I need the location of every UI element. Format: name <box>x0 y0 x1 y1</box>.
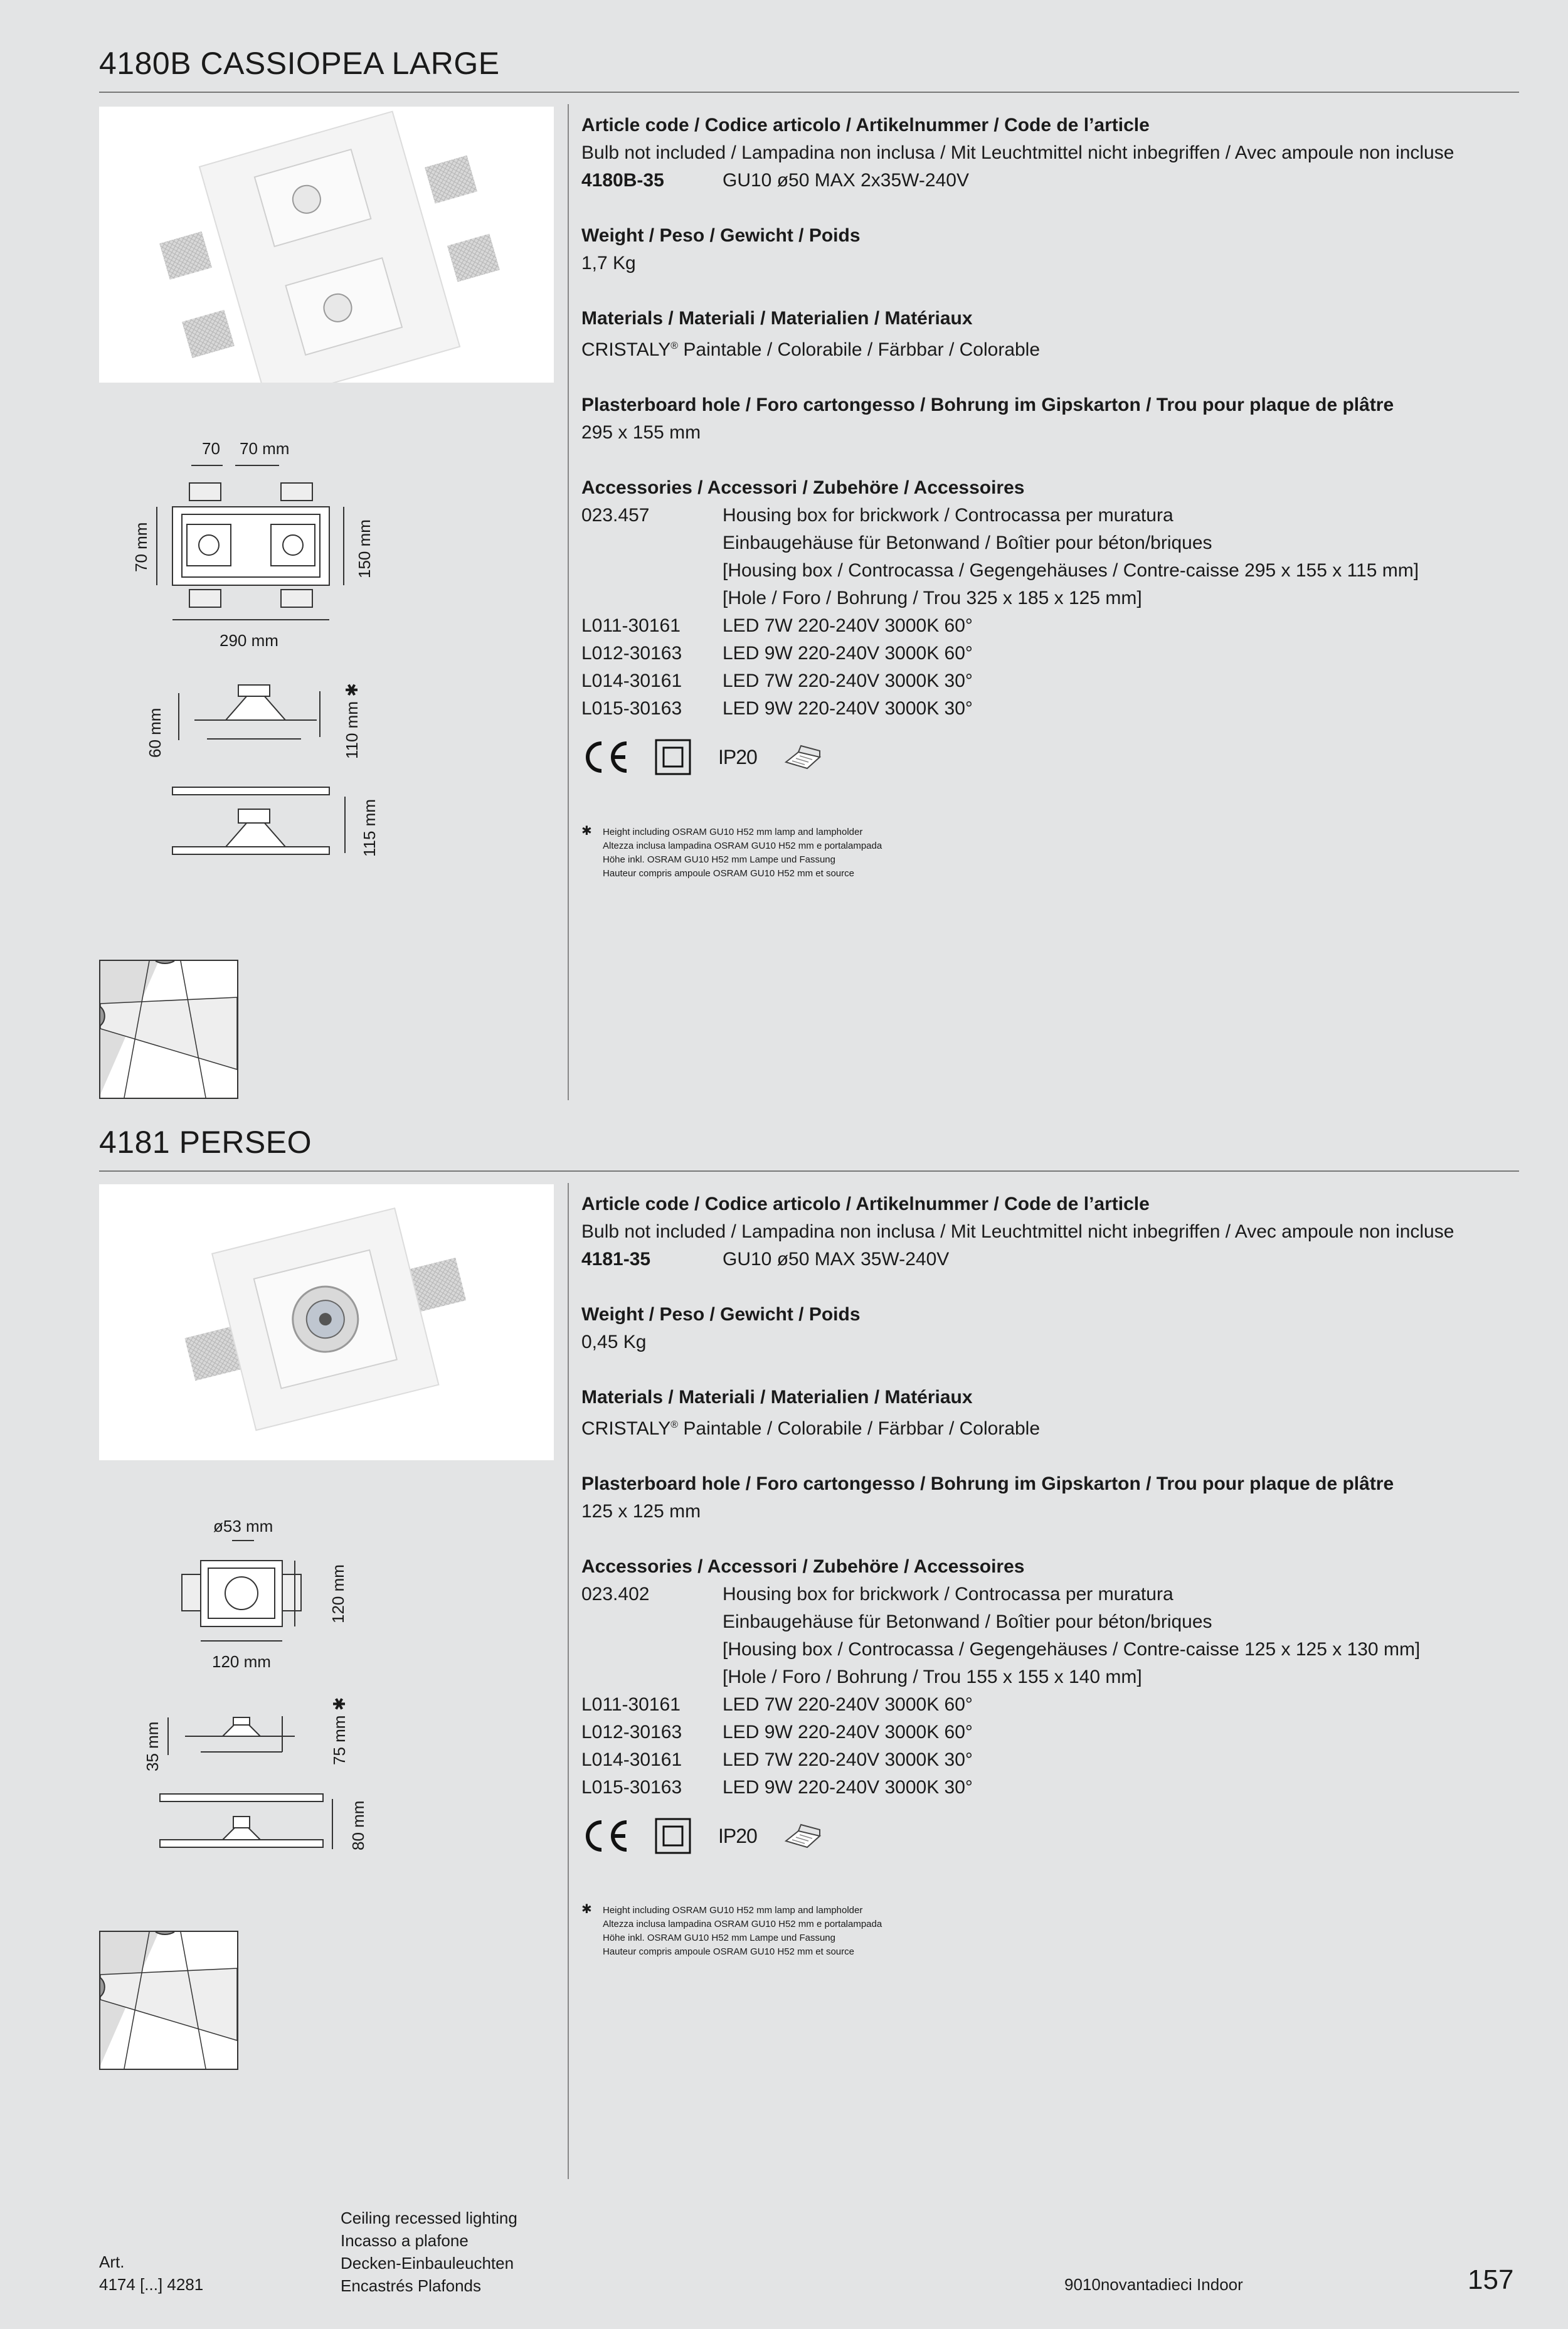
footnote-line: Höhe inkl. OSRAM GU10 H52 mm Lampe und Fassung <box>603 854 835 865</box>
beam-angle-icon <box>99 1931 238 2070</box>
led-desc: LED 9W 220-240V 3000K 30° <box>723 1777 973 1798</box>
housing-line: [Housing box / Controcassa / Gegengehäuses / Contre-caisse 125 x 125 x 130 mm] <box>723 1639 1421 1660</box>
led-row <box>581 1774 1516 1801</box>
dim-side-height-lamp: 75 mm ✱ <box>330 1697 349 1765</box>
asterisk-icon: ✱ <box>581 824 592 838</box>
instruction-manual-icon <box>783 743 822 771</box>
housing-line: Housing box for brickwork / Controcassa per muratura <box>723 1584 1173 1605</box>
class-ii-icon <box>654 738 692 776</box>
footnote-line: Hauteur compris ampoule OSRAM GU10 H52 mm et source <box>603 1946 854 1957</box>
column-divider <box>568 104 569 1100</box>
led-row <box>581 667 1516 695</box>
accessories-heading: Accessories / Accessori / Zubehöre / Accessoires <box>581 477 1025 498</box>
weight-value: 0,45 Kg <box>581 1332 647 1352</box>
footnote-line: Height including OSRAM GU10 H52 mm lamp and lampholder <box>603 1905 863 1916</box>
dim-bottom: 120 mm <box>212 1652 271 1671</box>
led-desc: LED 7W 220-240V 3000K 30° <box>723 1749 973 1770</box>
product-photo <box>99 107 554 383</box>
article-row <box>581 1246 1516 1273</box>
led-row <box>581 612 1516 640</box>
article-row <box>581 167 1516 194</box>
hole-value: 125 x 125 mm <box>581 1501 701 1522</box>
hole-value: 295 x 155 mm <box>581 422 701 443</box>
ce-mark-icon <box>581 740 629 775</box>
led-code: L011-30161 <box>581 1694 681 1715</box>
hole-heading: Plasterboard hole / Foro cartongesso / Bohrung im Gipskarton / Trou pour plaque de plâtre <box>581 395 1394 415</box>
weight-heading: Weight / Peso / Gewicht / Poids <box>581 1304 861 1325</box>
product-title: 4181 PERSEO <box>99 1125 312 1160</box>
housing-row <box>581 1581 1516 1608</box>
led-code: L011-30161 <box>581 615 681 636</box>
product-title: 4180B CASSIOPEA LARGE <box>99 46 500 81</box>
materials-text: Paintable / Colorabile / Färbbar / Colorable <box>678 339 1041 360</box>
footer-category <box>341 2207 517 2297</box>
led-desc: LED 7W 220-240V 3000K 60° <box>723 1694 973 1715</box>
article-code: 4180B-35 <box>581 170 664 191</box>
footnote-line: Altezza inclusa lampadina OSRAM GU10 H52 mm e portalampada <box>603 1919 882 1929</box>
page-number: 157 <box>1468 2264 1514 2295</box>
dim-right: 120 mm <box>329 1564 347 1623</box>
class-ii-icon <box>654 1817 692 1855</box>
weight-heading: Weight / Peso / Gewicht / Poids <box>581 225 861 246</box>
instruction-manual-icon <box>783 1822 822 1850</box>
footnote-line: Height including OSRAM GU10 H52 mm lamp and lampholder <box>603 827 863 837</box>
led-desc: LED 7W 220-240V 3000K 30° <box>723 671 973 691</box>
certification-icons <box>581 735 1516 779</box>
led-row <box>581 640 1516 667</box>
led-code: L015-30163 <box>581 698 682 719</box>
dim-side-height: 60 mm <box>146 708 164 758</box>
category-line: Encastrés Plafonds <box>341 2276 482 2295</box>
housing-line: Einbaugehäuse für Betonwand / Boîtier pour béton/briques <box>723 533 1212 553</box>
article-heading: Article code / Codice articolo / Artikelnummer / Code de l’article <box>581 115 1150 135</box>
ce-mark-icon <box>581 1818 629 1854</box>
article-heading: Article code / Codice articolo / Artikelnummer / Code de l’article <box>581 1194 1150 1214</box>
housing-line: [Housing box / Controcassa / Gegengehäuses / Contre-caisse 295 x 155 x 115 mm] <box>723 560 1419 581</box>
ip-rating: IP20 <box>718 746 757 768</box>
led-desc: LED 7W 220-240V 3000K 60° <box>723 615 973 636</box>
led-row <box>581 695 1516 723</box>
article-spec: GU10 ø50 MAX 2x35W-240V <box>723 170 969 191</box>
art-label: Art. <box>99 2252 125 2271</box>
materials-brand: CRISTALY <box>581 1418 671 1439</box>
specs-section <box>581 112 1516 779</box>
ip-rating: IP20 <box>718 1825 757 1847</box>
dim-bottom: 290 mm <box>220 631 278 650</box>
led-code: L012-30163 <box>581 643 682 664</box>
specs-section <box>581 1191 1516 1858</box>
housing-row <box>581 502 1516 529</box>
column-divider <box>568 1183 569 2179</box>
materials-heading: Materials / Materiali / Materialien / Matériaux <box>581 1387 973 1408</box>
dim-side-height: 35 mm <box>143 1721 162 1771</box>
led-row <box>581 1691 1516 1719</box>
dim-top-a: 70 <box>202 439 220 458</box>
dim-box-height: 115 mm <box>360 799 379 857</box>
led-row <box>581 1719 1516 1746</box>
led-desc: LED 9W 220-240V 3000K 30° <box>723 698 973 719</box>
materials-value <box>581 332 1516 364</box>
article-spec: GU10 ø50 MAX 35W-240V <box>723 1249 950 1270</box>
footnote-line: Altezza inclusa lampadina OSRAM GU10 H52 mm e portalampada <box>603 841 882 851</box>
category-line: Incasso a plafone <box>341 2231 469 2250</box>
asterisk-icon: ✱ <box>581 1902 592 1916</box>
footnote <box>581 824 882 881</box>
housing-line: [Hole / Foro / Bohrung / Trou 325 x 185 x 125 mm] <box>723 588 1142 608</box>
housing-code: 023.457 <box>581 505 650 526</box>
registered-mark: ® <box>670 1419 679 1430</box>
dimension-drawing <box>113 1536 364 1874</box>
dim-right: 150 mm <box>355 519 374 578</box>
recessed-spotlight-image <box>99 1184 554 1460</box>
dim-side-height-lamp: 110 mm ✱ <box>342 683 361 759</box>
accessories-heading: Accessories / Accessori / Zubehöre / Accessoires <box>581 1556 1025 1577</box>
certification-icons <box>581 1814 1516 1858</box>
art-range: 4174 [...] 4281 <box>99 2275 204 2294</box>
housing-line: [Hole / Foro / Bohrung / Trou 155 x 155 x 140 mm] <box>723 1667 1142 1687</box>
dim-top-b: 70 mm <box>240 439 290 458</box>
footnote-line: Hauteur compris ampoule OSRAM GU10 H52 mm et source <box>603 868 854 879</box>
housing-line: Housing box for brickwork / Controcassa per muratura <box>723 505 1173 526</box>
bulb-note: Bulb not included / Lampadina non inclusa / Mit Leuchtmittel nicht inbegriffen / Avec ampoule non incluse <box>581 1221 1454 1242</box>
category-line: Ceiling recessed lighting <box>341 2209 517 2227</box>
footer-article-range <box>99 2251 203 2296</box>
article-code: 4181-35 <box>581 1249 651 1270</box>
led-code: L015-30163 <box>581 1777 682 1798</box>
hole-heading: Plasterboard hole / Foro cartongesso / Bohrung im Gipskarton / Trou pour plaque de plâtre <box>581 1473 1394 1494</box>
materials-text: Paintable / Colorabile / Färbbar / Colorable <box>678 1418 1041 1439</box>
materials-brand: CRISTALY <box>581 339 671 360</box>
dim-left: 70 mm <box>132 522 151 572</box>
led-desc: LED 9W 220-240V 3000K 60° <box>723 1722 973 1743</box>
footer-brand: 9010novantadieci Indoor <box>1064 2275 1243 2294</box>
footnote <box>581 1902 882 1959</box>
registered-mark: ® <box>670 341 679 351</box>
bulb-note: Bulb not included / Lampadina non inclusa / Mit Leuchtmittel nicht inbegriffen / Avec ampoule non incluse <box>581 142 1454 163</box>
led-row <box>581 1746 1516 1774</box>
product-photo <box>99 1184 554 1460</box>
materials-value <box>581 1411 1516 1443</box>
dim-box-height: 80 mm <box>349 1800 368 1850</box>
weight-value: 1,7 Kg <box>581 253 636 273</box>
title-rule <box>99 92 1519 93</box>
category-line: Decken-Einbauleuchten <box>341 2254 514 2273</box>
led-code: L012-30163 <box>581 1722 682 1743</box>
title-rule <box>99 1170 1519 1172</box>
led-code: L014-30161 <box>581 1749 682 1770</box>
led-desc: LED 9W 220-240V 3000K 60° <box>723 643 973 664</box>
footnote-line: Höhe inkl. OSRAM GU10 H52 mm Lampe und Fassung <box>603 1933 835 1943</box>
beam-angle-icon <box>99 960 238 1099</box>
led-code: L014-30161 <box>581 671 682 691</box>
recessed-spotlight-image <box>99 107 554 383</box>
housing-code: 023.402 <box>581 1584 650 1605</box>
dim-top: ø53 mm <box>213 1517 273 1536</box>
materials-heading: Materials / Materiali / Materialien / Matériaux <box>581 308 973 329</box>
housing-line: Einbaugehäuse für Betonwand / Boîtier pour béton/briques <box>723 1611 1212 1632</box>
